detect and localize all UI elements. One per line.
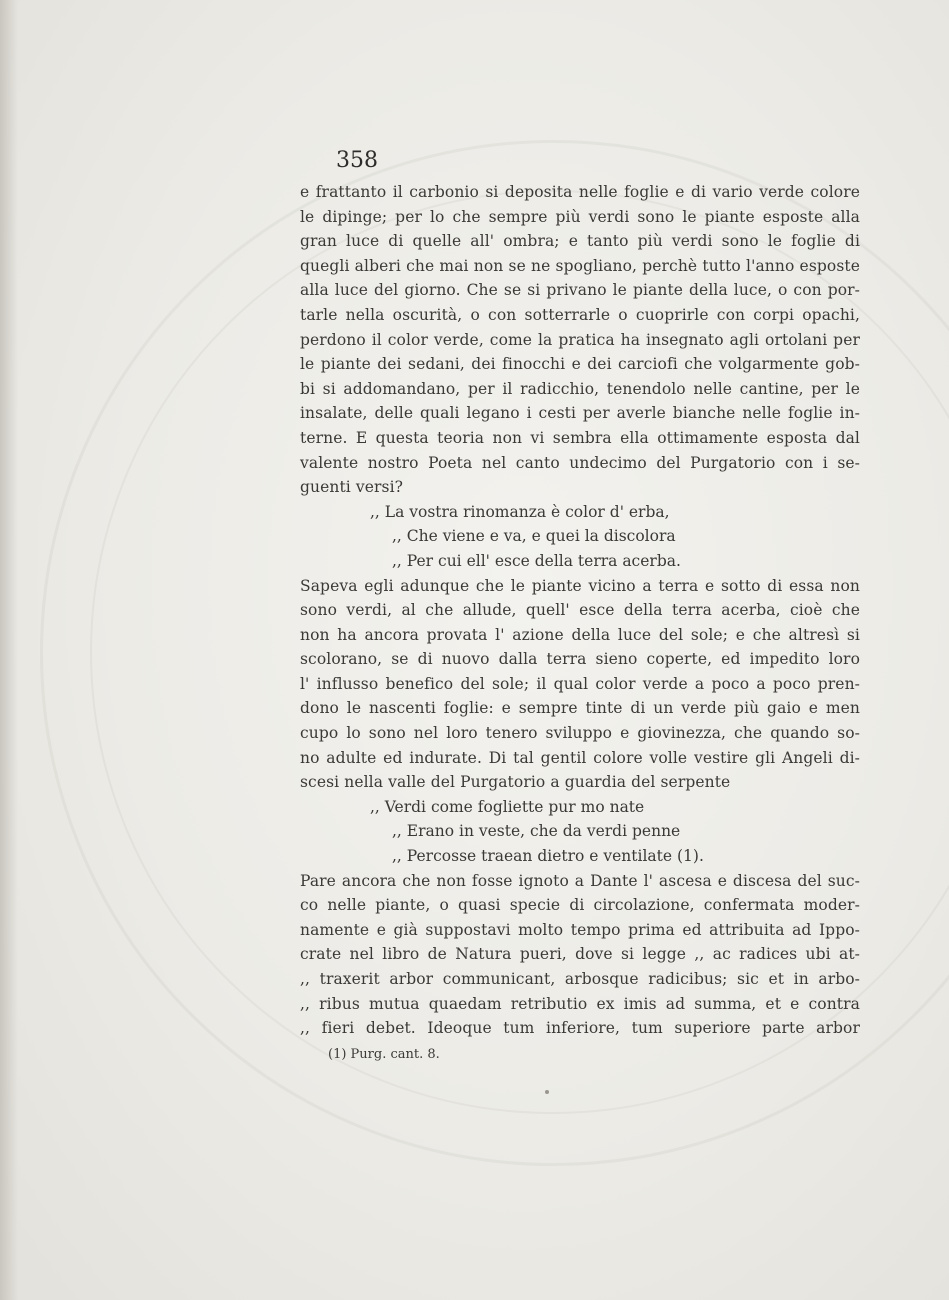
text-line: sono verdi, al che allude, quell' esce della terra acerba, cioè che — [300, 601, 860, 620]
verse-line: ,, La vostra rinomanza è color d' erba, — [370, 502, 670, 521]
text-line: scolorano, se di nuovo dalla terra sieno coperte, ed impedito loro — [300, 650, 860, 669]
text-line: Pare ancora che non fosse ignoto a Dante l' ascesa e discesa del suc- — [300, 871, 860, 890]
verse-line: ,, Erano in veste, che da verdi penne — [392, 822, 681, 841]
text-line: perdono il color verde, come la pratica ha insegnato agli ortolani per — [300, 330, 860, 349]
text-line: quegli alberi che mai non se ne spogliano, perchè tutto l'anno esposte — [300, 256, 860, 275]
text-line: ,, ribus mutua quaedam retributio ex imis ad summa, et e contra — [300, 994, 860, 1013]
text-line: no adulte ed indurate. Di tal gentil colore volle vestire gli Angeli di- — [300, 748, 860, 767]
verse-quote-2 — [300, 795, 860, 869]
text-line: le dipinge; per lo che sempre più verdi sono le piante esposte alla — [300, 207, 860, 226]
text-line: Sapeva egli adunque che le piante vicino a terra e sotto di essa non — [300, 576, 860, 595]
text-line: e frattanto il carbonio si deposita nelle foglie e di vario verde colore — [300, 183, 860, 201]
text-line: guenti versi? — [300, 478, 404, 497]
verse-line: ,, Per cui ell' esce della terra acerba. — [392, 551, 681, 570]
footnote: (1) Purg. cant. 8. — [328, 1046, 440, 1062]
text-line: l' influsso benefico del sole; il qual color verde a poco a poco pren- — [300, 674, 860, 693]
text-line: gran luce di quelle all' ombra; e tanto più verdi sono le foglie di — [300, 232, 860, 251]
verse-line: ,, Che viene e va, e quei la discolora — [392, 527, 676, 546]
page-number: 358 — [336, 148, 378, 173]
text-line: cupo lo sono nel loro tenero sviluppo e giovinezza, che quando so- — [300, 724, 860, 743]
text-line: dono le nascenti foglie: e sempre tinte di un verde più gaio e men — [300, 699, 860, 718]
text-line: bi si addomandano, per il radicchio, tenendolo nelle cantine, per le — [300, 379, 860, 398]
text-line: crate nel libro de Natura pueri, dove si legge ,, ac radices ubi at- — [300, 945, 860, 964]
paragraph-2 — [300, 574, 860, 795]
ink-speck — [545, 1090, 549, 1094]
text-line: alla luce del giorno. Che se si privano le piante della luce, o con por- — [300, 281, 860, 300]
page-text — [300, 148, 860, 1065]
text-line: terne. E questa teoria non vi sembra ella ottimamente esposta dal — [300, 428, 860, 447]
paragraph-3 — [300, 869, 860, 1041]
text-line: co nelle piante, o quasi specie di circolazione, confermata moder- — [300, 896, 860, 915]
text-line: ,, traxerit arbor communicant, arbosque radicibus; sic et in arbo- — [300, 970, 860, 988]
page-edge-shadow — [0, 0, 18, 1300]
paragraph-1 — [300, 180, 860, 500]
text-line: insalate, delle quali legano i cesti per averle bianche nelle foglie in- — [300, 404, 860, 423]
text-line: non ha ancora provata l' azione della luce del sole; e che altresì si — [300, 625, 860, 644]
text-line: ,, fieri debet. Ideoque tum inferiore, tum superiore parte arbor — [300, 1019, 860, 1038]
text-line: valente nostro Poeta nel canto undecimo del Purgatorio con i se- — [300, 453, 860, 472]
verse-line: ,, Percosse traean dietro e ventilate (1). — [392, 847, 704, 866]
text-line: tarle nella oscurità, o con sotterrarle o cuoprirle con corpi opachi, — [300, 305, 860, 324]
verse-quote-1 — [300, 500, 860, 574]
verse-line: ,, Verdi come fogliette pur mo nate — [370, 797, 645, 816]
text-line: scesi nella valle del Purgatorio a guardia del serpente — [300, 773, 731, 792]
text-line: le piante dei sedani, dei finocchi e dei carciofi che volgarmente gob- — [300, 355, 860, 374]
text-line: namente e già suppostavi molto tempo prima ed attribuita ad Ippo- — [300, 920, 860, 939]
